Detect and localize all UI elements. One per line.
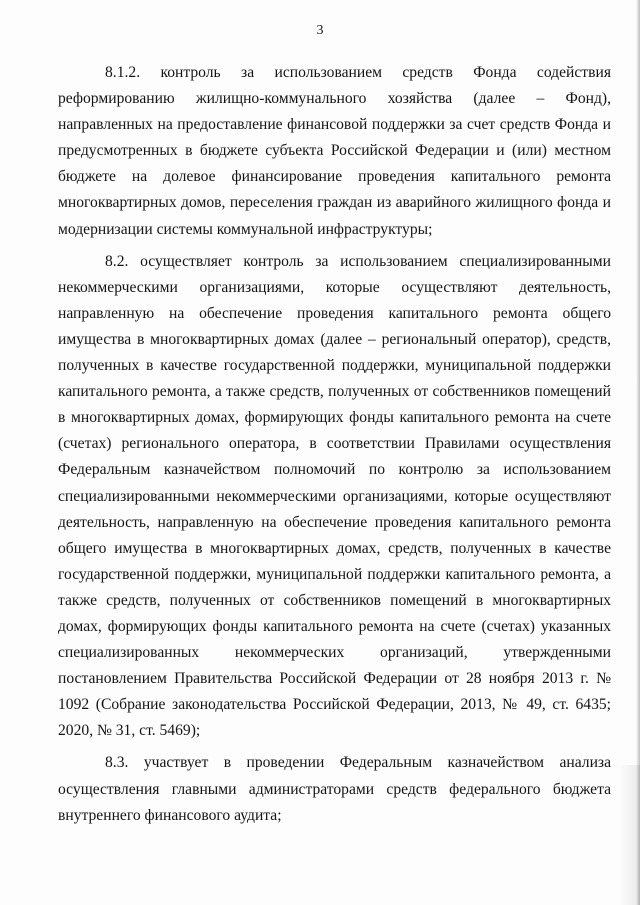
document-body <box>58 60 611 829</box>
scan-corner-shadow <box>618 765 640 905</box>
paragraph-8-2: 8.2. осуществляет контроль за использованием специализированными некоммерческими организациями, которые осуществляют деятельность, направленную на обеспечение проведения капитального ремонта общего имущества в многоквартирных домах (далее – региональный оператор), средств, полученных в качестве государственной поддержки, муниципальной поддержки капитального ремонта, а также средств, полученных от собственников помещений в многоквартирных домах, формирующих фонды капитального ремонта на счете (счетах) регионального оператора, в соответствии Правилами осуществления Федеральным казначейством полномочий по контролю за использованием специализированными некоммерческими организациями, которые осуществляют деятельность, направленную на обеспечение проведения капитального ремонта общего имущества в многоквартирных домах, средств, полученных в качестве государственной поддержки, муниципальной поддержки капитального ремонта, а также средств, полученных от собственников помещений в многоквартирных домах, формирующих фонды капитального ремонта на счете (счетах) указанных специализированных некоммерческих организаций, утвержденными постановлением Правительства Российской Федерации от 28 ноября 2013 г. № 1092 (Собрание законодательства Российской Федерации, 2013, № 49, ст. 6435; 2020, № 31, ст. 5469); <box>58 252 611 740</box>
page-number: 3 <box>316 23 324 38</box>
paragraph-8-3: 8.3. участвует в проведении Федеральным казначейством анализа осуществления главными администраторами средств федерального бюджета внутреннего финансового аудита; <box>58 754 611 824</box>
paragraph-8-1-2: 8.1.2. контроль за использованием средств Фонда содействия реформированию жилищно-коммунального хозяйства (далее – Фонд), направленных на предоставление финансовой поддержки за счет средств Фонда и предусмотренных в бюджете субъекта Российской Федерации и (или) местном бюджете на долевое финансирование проведения капитального ремонта многоквартирных домов, переселения граждан из аварийного жилищного фонда и модернизации системы коммунальной инфраструктуры; <box>58 64 611 238</box>
